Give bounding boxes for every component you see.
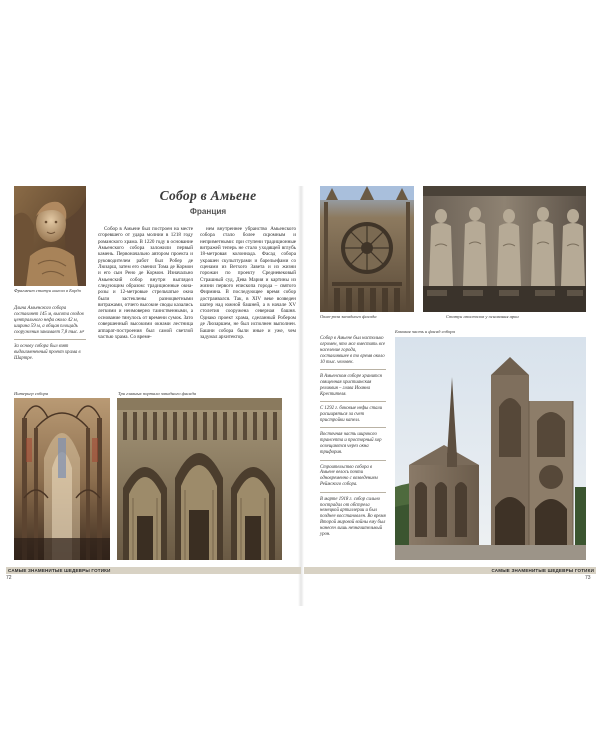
caption-portals: Три главных портала западного фасада [118, 391, 197, 396]
cathedral-exterior-photo [395, 337, 586, 560]
fact-war: В марте 1918 г. собор сильно пострадал от обстрела немецкой артиллерии и был позднее восстановлен. Во время Второй мировой войны ему был нанесен лишь незначительный урон. [320, 496, 386, 538]
fact-chapels: С 1292 г. боковые нефы стали расширяться за счет пристройки капелл. [320, 406, 383, 423]
fact-divider [320, 427, 386, 428]
fact-divider [14, 339, 86, 340]
left-running-title: САМЫЕ ЗНАМЕНИТЫЕ ШЕДЕВРЫ ГОТИКИ [8, 568, 111, 573]
page-subtitle: Франция [189, 207, 227, 216]
right-footer-bar [304, 567, 596, 574]
west-portals-photo [117, 398, 282, 560]
fact-divider [320, 492, 386, 493]
right-page-number: 73 [585, 575, 591, 581]
caption-interior: Интерьер собора [14, 391, 49, 396]
caption-rose-window: Окно-роза западного фасада [320, 314, 377, 319]
caption-east: Боковая часть и фасад собора [395, 329, 455, 334]
fact-divider [320, 369, 386, 370]
fact-reims: Строительство собора в Амьене велось почти одновременно с возведением Реймского собора. [320, 464, 378, 488]
fact-relic: В Амьенском соборе хранится священная христианская реликвия – глава Иоанна Крестителя. [320, 374, 382, 397]
page-fold [298, 186, 304, 606]
fact-transept: Восточная часть широкого трансепта и просторный хор освещаются через окна трифория. [320, 432, 382, 456]
right-side-facts [320, 336, 386, 541]
fact-dimensions: Длина Амьенского собора составляет 145 м, высота сводов центрального нефа около 42 м, ширина 59 м, а общая площадь сооружения занимает 7,8 тыс. м² [14, 306, 85, 335]
page-title: Собор в Амьене [159, 188, 257, 203]
fact-divider [320, 401, 386, 402]
body-paragraph-1: Собор в Амьене был построен на месте сгоревшего от удара молнии в 1218 году романского храма. В 1220 году в основание Амьенского собора заложили первый камень. Первоначально автором проекта и руководителем работ был Робер де Люзарш, затем его сменил Тома де Кормон и его сын Рено де Кормон. Изначально Амьенский собор внутри выглядел следующим образом: традиционные окна-розы и 12-метровые стрельчатые окна были застеклены разноцветными витражами, отчего высокие своды казались легкими и неимоверно таинственными, а основание тянулось от времени сумок. Зато совершенный высокими окнами лестница аппарат-построения был самой светлой частью храма. Со време- [98, 226, 193, 340]
right-running-title: САМЫЕ ЗНАМЕНИТЫЕ ШЕДЕВРЫ ГОТИКИ [491, 568, 594, 573]
left-page-number: 72 [6, 575, 12, 581]
body-column-2 [200, 226, 296, 340]
body-paragraph-2: нем внутреннее убранство Амьенского собора стало более скромным и неприметными: при ступени традиционные витражей теперь не стало уходящей вглубь 18-метровая колоннада. Фасад собора украшен скульптурами и барельефами со сценами из Ветхого Завета и из жизни горожан по проекту Средневековый Страшный суд, Дева Мария и картины из жизни первого епископа города – святого Фирмина. В последующее время собор достраивался. Так, в XIV веке возведен шатер над южной башней, а в начале XV столетия сооружена северная башня. Однако проект храма, сделанный Робером де Люзаршем, не был исполнен выполнен. Башни собора были иные и уже, чем задумал архитектор. [200, 226, 296, 340]
fact-divider [320, 460, 386, 461]
caption-angel: Фрагмент статуи ангела в Бордо [14, 288, 81, 293]
caption-apostles: Статуи апостолов у основания арки [446, 314, 519, 319]
angel-statue-photo [14, 186, 86, 286]
left-footer-bar [6, 567, 301, 574]
fact-capacity: Собор в Амьене был настолько огромен, что мог вместить все население города, составлявшее в то время около 10 тыс. человек. [320, 336, 385, 365]
apostle-statues-photo [423, 186, 586, 312]
left-side-facts [14, 306, 86, 365]
interior-photo [14, 398, 110, 560]
body-column-1 [98, 226, 193, 340]
rose-window-photo [320, 186, 414, 312]
fact-chartres: За основу собора был взят видоизмененный проект храма в Шартре. [14, 344, 81, 361]
